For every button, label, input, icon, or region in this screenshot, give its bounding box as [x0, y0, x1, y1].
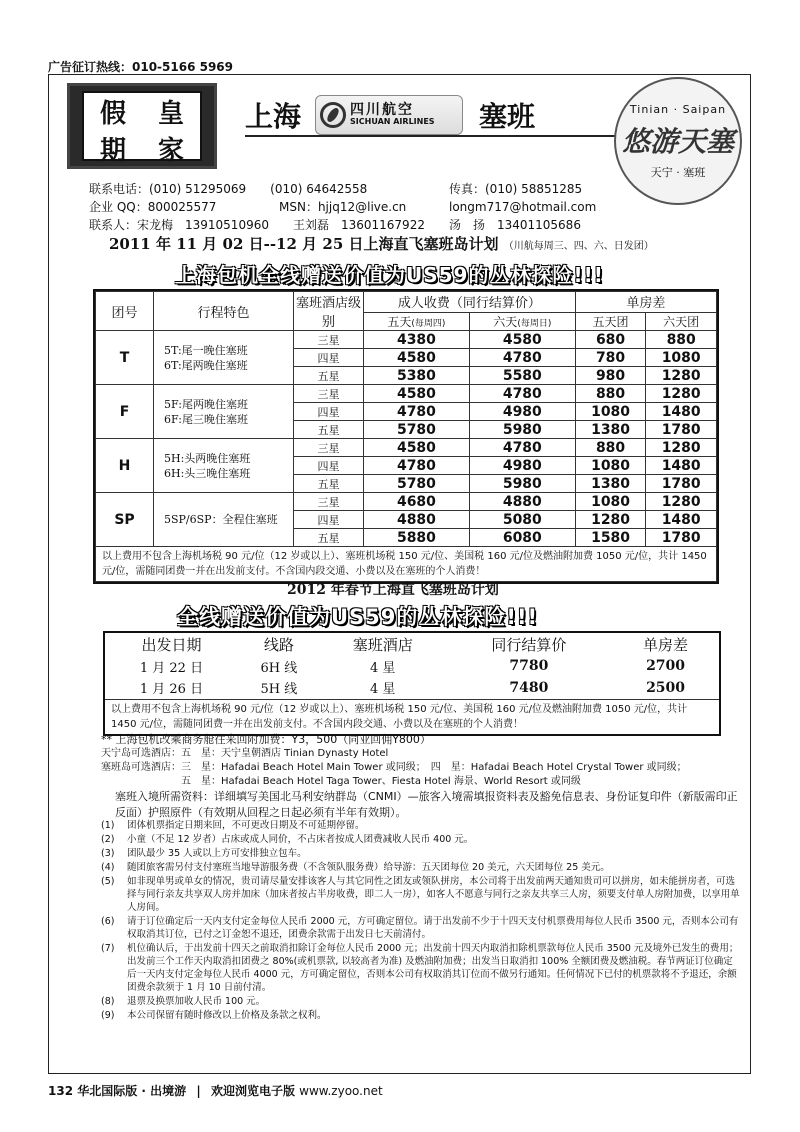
- rule-number: (6): [101, 916, 115, 927]
- single-six-day: 1780: [646, 529, 717, 547]
- header-price: 同行结算价: [491, 635, 567, 654]
- promo-banner-1: 上海包机全线赠送价值为US59的丛林探险!!!: [175, 263, 604, 287]
- feature-line: 5H:头两晚住塞班: [164, 451, 251, 465]
- contact-msn: MSN：hjjq12@live.cn: [279, 200, 407, 214]
- single-supplement: 2700: [646, 658, 686, 674]
- depart-date: 1 月 26 日: [139, 682, 204, 698]
- single-five-day: 980: [575, 367, 646, 385]
- single-five-day: 680: [575, 331, 646, 349]
- hotel-level: 四星: [294, 403, 364, 421]
- destination-seal: [614, 77, 742, 205]
- rule-number: (7): [101, 943, 115, 954]
- rule-text: 随团旅客需另付支付塞班当地导游服务费（不含领队服务费）给导游：五天团每位 20 美元，六天团每位 25 美元。: [127, 862, 610, 873]
- table1-note: 以上费用不包含上海机场税 90 元/位（12 岁或以上）、塞班机场税 150 元/位、美国税 160 元/位及燃油附加费 1050 元/位，共计 1450 元/位，需随同团费一并在出发前支付。不含国内段交通、小费以及在塞班的个人消费！: [96, 547, 717, 582]
- contact-people: 联系人：宋龙梅 13910510960 王刘磊 13601167922 汤 扬 13401105686: [89, 218, 581, 232]
- group-feature: [154, 331, 294, 385]
- adult-six-day: 5980: [469, 421, 575, 439]
- rule-text: 请于订位确定后一天内支付定金每位人民币 2000 元，方可确定留位。请于出发前不少于十四天支付机票费用每位人民币 3500 元，否则本公司有权取消其订位，已付之订金恕不退还，团费余款需于出发日七天前清付。: [127, 916, 739, 940]
- single-six-day: 1780: [646, 421, 717, 439]
- schedule-title-2012: 2012 年春节上海直飞塞班岛计划: [287, 582, 499, 598]
- rule-text: 团队最少 35 人或以上方可安排独立包车。: [127, 848, 307, 859]
- single-five-day: 1080: [575, 457, 646, 475]
- adult-five-day: 4580: [364, 349, 470, 367]
- rule-text: 本公司保留有随时修改以上价格及条款之权利。: [127, 1010, 327, 1021]
- footer-text: 欢迎浏览电子版: [210, 1084, 295, 1098]
- route-title: [245, 93, 635, 137]
- group-code: H: [96, 439, 154, 493]
- header-adult: 成人收费（同行结算价）: [364, 292, 576, 313]
- table-row: [96, 331, 717, 349]
- list-item: [101, 995, 741, 1008]
- adult-five-day: 4580: [364, 439, 470, 457]
- price-table-2012: [103, 631, 721, 736]
- hotel-level: 三星: [294, 385, 364, 403]
- adult-six-day: 5080: [469, 511, 575, 529]
- list-item: [101, 915, 741, 941]
- edition-name: 华北国际版 · 出境游: [77, 1084, 187, 1098]
- rule-text: 如非现单男或单女的情况，贵司请尽量安排该客人与其它同性之团友或领队拼房，本公司将于出发前两天通知贵司可以拼房，如未能拼房者，可选择与同行亲友共享双人房并加床（加床者按占半房收费，即二人一房），如客人不愿意与同行之亲友共享三人房，须要支付单人房附加费，以享用单人房间。: [127, 876, 740, 913]
- ad-hotline: 广告征订热线：010-5166 5969: [48, 60, 234, 74]
- single-six-day: 1080: [646, 349, 717, 367]
- hotel-level: 4 星: [370, 660, 396, 676]
- page-number: 132: [48, 1084, 74, 1098]
- route-divider: [245, 135, 635, 137]
- group-feature: [154, 493, 294, 547]
- adult-five-day: 5380: [364, 367, 470, 385]
- hotel-level: 五星: [294, 421, 364, 439]
- airline-name-en: SICHUAN AIRLINES: [350, 117, 435, 127]
- table-row: [105, 677, 719, 699]
- single-six-day: 1280: [646, 385, 717, 403]
- group-code: SP: [96, 493, 154, 547]
- adult-six-day: 4780: [469, 385, 575, 403]
- header-single: 单房差: [575, 292, 716, 313]
- hotel-level: 三星: [294, 493, 364, 511]
- logo-char: 期: [99, 136, 126, 166]
- header-six-day: 六天(每周日): [469, 312, 575, 330]
- single-five-day: 1080: [575, 403, 646, 421]
- table-row: [96, 439, 717, 457]
- promo-banner-2: 全线赠送价值为US59的丛林探险!!!: [177, 605, 539, 629]
- list-item: [101, 861, 741, 874]
- feature-line: 6H:头三晚住塞班: [164, 466, 251, 480]
- terms-list: [101, 819, 741, 1023]
- adult-five-day: 4380: [364, 331, 470, 349]
- airline-logo: [315, 95, 463, 135]
- single-six-day: 1280: [646, 367, 717, 385]
- schedule-title-text: 2011 年 11 月 02 日--12 月 25 日上海直飞塞班岛计划: [109, 235, 499, 253]
- adult-five-day: 5880: [364, 529, 470, 547]
- single-six-day: 1280: [646, 493, 717, 511]
- header-five-group: 五天团: [575, 312, 646, 330]
- airline-name-cn: 四川航空: [350, 101, 415, 118]
- single-five-day: 780: [575, 349, 646, 367]
- hotel-level: 四星: [294, 349, 364, 367]
- list-item: [101, 833, 741, 846]
- header-date: 出发日期: [141, 635, 202, 654]
- logo-char: 家: [157, 136, 184, 166]
- adult-six-day: 4780: [469, 439, 575, 457]
- list-item: [101, 819, 741, 832]
- single-five-day: 1380: [575, 421, 646, 439]
- single-five-day: 1580: [575, 529, 646, 547]
- agency-logo: [67, 83, 217, 169]
- adult-six-day: 4980: [469, 457, 575, 475]
- header-feature: 行程特色: [154, 292, 294, 331]
- price: 7780: [509, 658, 549, 674]
- feature-line: 6T:尾两晚住塞班: [164, 358, 248, 372]
- single-six-day: 1780: [646, 475, 717, 493]
- adult-five-day: 4880: [364, 511, 470, 529]
- rule-text: 退票及换票加收人民币 100 元。: [127, 996, 266, 1007]
- single-five-day: 880: [575, 439, 646, 457]
- schedule-title-note: （川航每周三、四、六、日发团）: [503, 241, 654, 252]
- contact-qq: 企业 QQ：800025577: [89, 200, 217, 214]
- adult-six-day: 5980: [469, 475, 575, 493]
- hotel-level: 四星: [294, 511, 364, 529]
- saipan-hotels-1: 塞班岛可选酒店：三 星：Hafadai Beach Hotel Main Tower 或同级； 四 星：Hafadai Beach Hotel Crystal Tower 或同级；: [101, 762, 687, 773]
- contact-info: [89, 180, 596, 234]
- group-feature: [154, 439, 294, 493]
- hotel-level: 五星: [294, 475, 364, 493]
- single-six-day: 1480: [646, 457, 717, 475]
- single-six-day: 1480: [646, 511, 717, 529]
- list-item: [101, 847, 741, 860]
- seal-main-text: 悠游天塞: [621, 124, 734, 158]
- adult-six-day: 4580: [469, 331, 575, 349]
- hotel-level: 四星: [294, 457, 364, 475]
- footer-url: www.zyoo.net: [299, 1084, 383, 1098]
- rule-number: (8): [101, 996, 115, 1007]
- single-six-day: 880: [646, 331, 717, 349]
- adult-six-day: 4780: [469, 349, 575, 367]
- upgrade-note: ** 上海包机改乘商务舱往来回附加费：Y3，500（同业回佣Y800）: [101, 733, 431, 746]
- adult-five-day: 5780: [364, 475, 470, 493]
- schedule-title-2011: [109, 233, 709, 254]
- feature-line: 5SP/6SP：全程住塞班: [164, 513, 278, 526]
- feature-line: 6F:尾三晚住塞班: [164, 412, 248, 426]
- rule-number: (1): [101, 820, 115, 831]
- airline-bird-icon: [320, 102, 346, 128]
- rule-number: (3): [101, 848, 115, 859]
- adult-five-day: 4680: [364, 493, 470, 511]
- seal-bottom-text: 天宁 · 塞班: [650, 165, 706, 179]
- logo-char: 假: [99, 99, 126, 129]
- table2-note: 以上费用不包含上海机场税 90 元/位（12 岁或以上）、塞班机场税 150 元/位、美国税 160 元/位及燃油附加费 1050 元/位，共计 1450 元/位，需随同团费一并在出发前支付。不含国内段交通、小费以及在塞班的个人消费！: [105, 699, 719, 734]
- footer-separator: |: [196, 1084, 201, 1098]
- seal-top-text: Tinian · Saipan: [629, 102, 727, 116]
- contact-fax: 传真：(010) 58851285: [449, 182, 583, 196]
- table-row: [105, 655, 719, 677]
- header-group: 团号: [96, 292, 154, 331]
- header-line: 线路: [263, 635, 294, 654]
- feature-line: 5F:尾两晚住塞班: [164, 397, 248, 411]
- adult-six-day: 4880: [469, 493, 575, 511]
- adult-five-day: 4780: [364, 403, 470, 421]
- table-row: [96, 493, 717, 511]
- group-code: F: [96, 385, 154, 439]
- contact-email: longm717@hotmail.com: [449, 200, 597, 214]
- rule-text: 机位确认后，于出发前十四天之前取消扣除订金每位人民币 2000 元；出发前十四天内取消扣除机票款每位人民币 3500 元及境外已发生的费用；出发前三个工作天内取消扣团费之 80%(或机票款, 以较高者为准) 及燃油附加费；出发当日取消扣 100% 全额团费及燃油税。春节两证订位确定后一天内支付定金每位人民币 4000 元，方可确定留位，否则本公司有权取消其订位而不做另行通知。任何情况下已付的机票款将不予退还，余额团费余款须于 1 月 10 日前付清。: [127, 943, 739, 993]
- hotel-level: 4 星: [370, 682, 396, 698]
- adult-six-day: 6080: [469, 529, 575, 547]
- adult-six-day: 5580: [469, 367, 575, 385]
- line-code: 6H 线: [260, 660, 298, 676]
- hotel-level: 三星: [294, 331, 364, 349]
- adult-five-day: 5780: [364, 421, 470, 439]
- table-row: [96, 385, 717, 403]
- hotel-level: 五星: [294, 367, 364, 385]
- rule-number: (5): [101, 876, 115, 887]
- single-five-day: 1080: [575, 493, 646, 511]
- ad-header: [49, 75, 750, 235]
- depart-date: 1 月 22 日: [139, 660, 204, 676]
- rule-text: 团体机票指定日期来回，不可更改日期及不可延期停留。: [127, 820, 365, 831]
- route-from: 上海: [245, 100, 302, 133]
- tinian-hotels: 天宁岛可选酒店：五 星：天宁皇朝酒店 Tinian Dynasty Hotel: [101, 748, 389, 759]
- feature-line: 5T:尾一晚住塞班: [164, 343, 248, 357]
- rule-text: 小童（不足 12 岁者）占床或成人同价，不占床者按成人团费减收人民币 400 元。: [127, 834, 474, 845]
- single-six-day: 1480: [646, 403, 717, 421]
- header-single: 单房差: [643, 635, 689, 654]
- route-to: 塞班: [479, 100, 536, 133]
- rule-number: (4): [101, 862, 115, 873]
- page-footer: [48, 1082, 383, 1099]
- list-item: [101, 1009, 741, 1022]
- group-feature: [154, 385, 294, 439]
- single-five-day: 880: [575, 385, 646, 403]
- rule-number: (9): [101, 1010, 115, 1021]
- single-five-day: 1380: [575, 475, 646, 493]
- entry-documents: 塞班入境所需资料：详细填写美国北马利安纳群岛（CNMI）—旅客入境需填报资料表及豁免信息表、身份证复印件（新版需印正反面）护照原件（有效期从回程之日起必须有半年有效期）。: [115, 790, 738, 819]
- logo-char: 皇: [157, 99, 184, 129]
- adult-five-day: 4780: [364, 457, 470, 475]
- hotel-level: 三星: [294, 439, 364, 457]
- line-code: 5H 线: [260, 682, 298, 698]
- contact-tel: 联系电话：(010) 51295069 (010) 64642558: [89, 182, 368, 196]
- header-hotel: 塞班酒店级别: [294, 292, 364, 331]
- adult-six-day: 4980: [469, 403, 575, 421]
- group-code: T: [96, 331, 154, 385]
- price: 7480: [509, 679, 549, 696]
- saipan-hotels-2: 五 星：Hafadai Beach Hotel Taga Tower、Fiesta Hotel 海景、World Resort 或同级: [101, 776, 581, 787]
- ad-page: [48, 74, 751, 1074]
- single-five-day: 1280: [575, 511, 646, 529]
- header-six-group: 六天团: [646, 312, 717, 330]
- rule-number: (2): [101, 834, 115, 845]
- price-table-2011: [93, 289, 719, 584]
- adult-five-day: 4580: [364, 385, 470, 403]
- single-six-day: 1280: [646, 439, 717, 457]
- list-item: [101, 942, 741, 994]
- header-hotel: 塞班酒店: [352, 635, 413, 654]
- hotel-level: 五星: [294, 529, 364, 547]
- single-supplement: 2500: [646, 679, 686, 696]
- list-item: [101, 875, 741, 914]
- extra-info: [101, 733, 741, 821]
- header-five-day: 五天(每周四): [364, 312, 470, 330]
